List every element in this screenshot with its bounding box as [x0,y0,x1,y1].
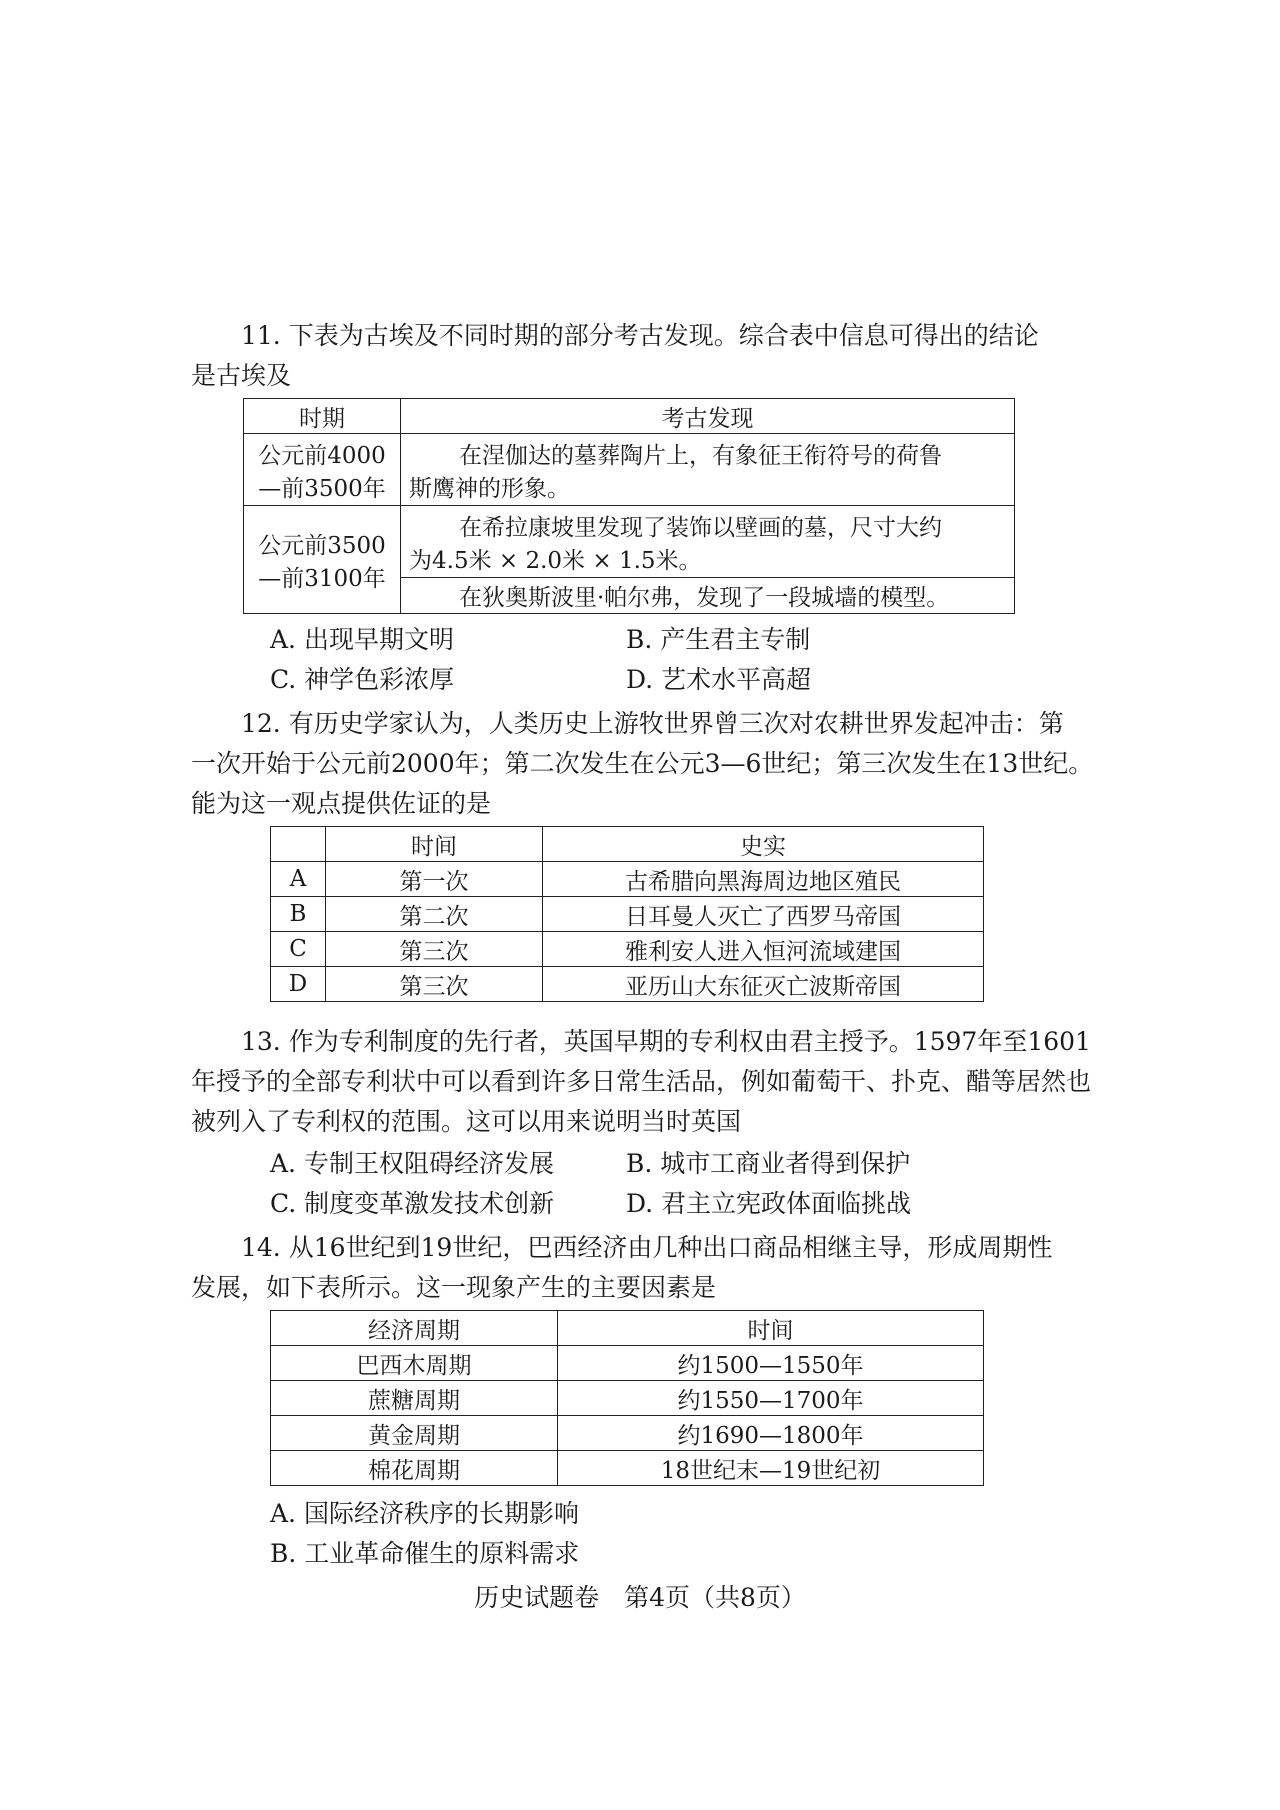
q12-stem-line3: 能为这一观点提供佐证的是 [191,789,492,818]
q11-stem-line1: 11. 下表为古埃及不同时期的部分考古发现。综合表中信息可得出的结论 [241,321,1039,350]
q12-row-d-fact: 亚历山大东征灭亡波斯帝国 [543,967,984,1002]
q14-row-2-time: 约1550—1700年 [558,1381,984,1416]
q11-header-period: 时期 [244,399,401,434]
q12-row-a [271,862,984,897]
q12-row-d [271,967,984,1002]
q12-header-fact: 史实 [543,827,984,862]
q11-period-2-line2: —前3100年 [258,565,386,592]
q14-header-time: 时间 [558,1311,984,1346]
q12-row-b-time: 第二次 [326,897,543,932]
q11-finding-2 [401,506,1015,578]
q11-header-finding: 考古发现 [401,399,1015,434]
q12-row-c-time: 第三次 [326,932,543,967]
q12-stem-line1: 12. 有历史学家认为，人类历史上游牧世界曾三次对农耕世界发起冲击：第 [241,709,1064,738]
q14-row-2 [271,1381,984,1416]
q14-header-cycle: 经济周期 [271,1311,558,1346]
q11-option-d[interactable]: D. 艺术水平高超 [626,665,812,694]
q14-option-b[interactable]: B. 工业革命催生的原料需求 [270,1539,580,1568]
q11-period-1-line1: 公元前4000 [258,442,386,469]
q12-table [270,826,984,1002]
q14-row-3-time: 约1690—1800年 [558,1416,984,1451]
q11-finding-2-line2: 为4.5米 × 2.0米 × 1.5米。 [409,547,702,574]
q14-row-3-cycle: 黄金周期 [271,1416,558,1451]
q13-option-d[interactable]: D. 君主立宪政体面临挑战 [626,1189,912,1218]
q14-row-1 [271,1346,984,1381]
q11-option-c[interactable]: C. 神学色彩浓厚 [270,665,455,694]
q12-row-b-label: B [271,897,326,932]
q12-row-c-fact: 雅利安人进入恒河流域建国 [543,932,984,967]
q14-stem-line2: 发展，如下表所示。这一现象产生的主要因素是 [191,1273,717,1302]
q12-row-a-label: A [271,862,326,897]
q11-period-2 [244,506,401,614]
q12-stem-line2: 一次开始于公元前2000年；第二次发生在公元3—6世纪；第三次发生在13世纪。 [191,749,1094,778]
q11-finding-1-line2: 斯鹰神的形象。 [409,475,570,502]
q12-row-b [271,897,984,932]
q11-finding-3-text: 在狄奥斯波里·帕尔弗，发现了一段城墙的模型。 [459,585,950,611]
q13-option-b[interactable]: B. 城市工商业者得到保护 [626,1149,911,1178]
q14-row-4-time: 18世纪末—19世纪初 [558,1451,984,1486]
q11-finding-2-line1: 在希拉康坡里发现了装饰以壁画的墓，尺寸大约 [459,514,942,541]
q11-table [243,398,1015,614]
q12-row-a-time: 第一次 [326,862,543,897]
q12-header-blank [271,827,326,862]
q13-option-a[interactable]: A. 专制王权阻碍经济发展 [270,1149,554,1178]
q11-option-a[interactable]: A. 出现早期文明 [270,625,454,654]
q14-row-4 [271,1451,984,1486]
q14-stem-line1: 14. 从16世纪到19世纪，巴西经济由几种出口商品相继主导，形成周期性 [241,1233,1053,1262]
q11-period-1 [244,434,401,506]
q11-finding-1 [401,434,1015,506]
q12-row-b-fact: 日耳曼人灭亡了西罗马帝国 [543,897,984,932]
q13-stem-line1: 13. 作为专利制度的先行者，英国早期的专利权由君主授予。1597年至1601 [241,1027,1091,1056]
q14-option-a[interactable]: A. 国际经济秩序的长期影响 [270,1499,579,1528]
q12-row-a-fact: 古希腊向黑海周边地区殖民 [543,862,984,897]
q14-row-2-cycle: 蔗糖周期 [271,1381,558,1416]
q11-option-b[interactable]: B. 产生君主专制 [626,625,811,654]
q13-stem-line2: 年授予的全部专利状中可以看到许多日常生活品，例如葡萄干、扑克、醋等居然也 [191,1067,1092,1096]
page-footer: 历史试题卷 第4页（共8页） [474,1583,806,1612]
q11-finding-1-line1: 在涅伽达的墓葬陶片上，有象征王衔符号的荷鲁 [459,442,942,469]
q12-header-time: 时间 [326,827,543,862]
q14-row-1-time: 约1500—1550年 [558,1346,984,1381]
q14-row-3 [271,1416,984,1451]
q14-row-4-cycle: 棉花周期 [271,1451,558,1486]
q12-row-c-label: C [271,932,326,967]
q12-row-c [271,932,984,967]
q14-table [270,1310,984,1486]
q13-option-c[interactable]: C. 制度变革激发技术创新 [270,1189,555,1218]
q11-period-2-line1: 公元前3500 [258,532,386,559]
q11-finding-3 [401,578,1015,614]
q12-row-d-time: 第三次 [326,967,543,1002]
q11-stem-line2: 是古埃及 [191,361,292,390]
q12-row-d-label: D [271,967,326,1002]
q14-row-1-cycle: 巴西木周期 [271,1346,558,1381]
q13-stem-line3: 被列入了专利权的范围。这可以用来说明当时英国 [191,1107,742,1136]
q11-period-1-line2: —前3500年 [258,475,386,502]
